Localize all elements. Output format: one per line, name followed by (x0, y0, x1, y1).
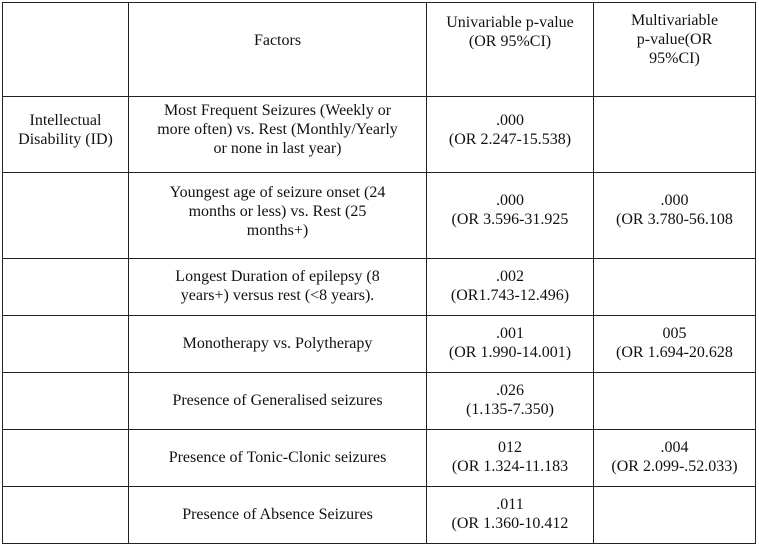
category-cell (3, 430, 129, 487)
results-table (2, 2, 756, 544)
factor-cell: Longest Duration of epilepsy (8 years+) versus rest (<8 years). (129, 259, 427, 316)
multivariable-cell (594, 487, 756, 544)
multivariable-cell: .000 (OR 3.780-56.108 (594, 173, 756, 259)
header-factors-cell: Factors (129, 3, 427, 97)
category-cell (3, 487, 129, 544)
header-row (3, 3, 756, 97)
factor-cell: Monotherapy vs. Polytherapy (129, 316, 427, 373)
results-table-container (2, 2, 756, 544)
category-cell (3, 259, 129, 316)
table-row (3, 97, 756, 173)
factor-cell: Presence of Tonic-Clonic seizures (129, 430, 427, 487)
univariable-cell: .000 (OR 2.247-15.538) (427, 97, 594, 173)
multivariable-cell (594, 259, 756, 316)
multivariable-cell: 005 (OR 1.694-20.628 (594, 316, 756, 373)
factor-cell: Youngest age of seizure onset (24 months or less) vs. Rest (25 months+) (129, 173, 427, 259)
table-row (3, 316, 756, 373)
table-row (3, 487, 756, 544)
univariable-cell: .011 (OR 1.360-10.412 (427, 487, 594, 544)
multivariable-cell (594, 373, 756, 430)
univariable-cell: .026 (1.135-7.350) (427, 373, 594, 430)
univariable-cell: 012 (OR 1.324-11.183 (427, 430, 594, 487)
multivariable-cell (594, 97, 756, 173)
category-cell: Intellectual Disability (ID) (3, 97, 129, 173)
category-cell (3, 373, 129, 430)
header-univariable-cell: Univariable p-value (OR 95%CI) (427, 3, 594, 97)
univariable-cell: .001 (OR 1.990-14.001) (427, 316, 594, 373)
table-row (3, 430, 756, 487)
multivariable-cell: .004 (OR 2.099-.52.033) (594, 430, 756, 487)
table-row (3, 173, 756, 259)
category-cell (3, 173, 129, 259)
factor-cell: Presence of Absence Seizures (129, 487, 427, 544)
table-row (3, 373, 756, 430)
factor-cell: Most Frequent Seizures (Weekly or more often) vs. Rest (Monthly/Yearly or none in last year) (129, 97, 427, 173)
header-category-cell (3, 3, 129, 97)
table-row (3, 259, 756, 316)
univariable-cell: .000 (OR 3.596-31.925 (427, 173, 594, 259)
header-multivariable-cell: Multivariable p-value(OR 95%CI) (594, 3, 756, 97)
category-cell (3, 316, 129, 373)
univariable-cell: .002 (OR1.743-12.496) (427, 259, 594, 316)
factor-cell: Presence of Generalised seizures (129, 373, 427, 430)
